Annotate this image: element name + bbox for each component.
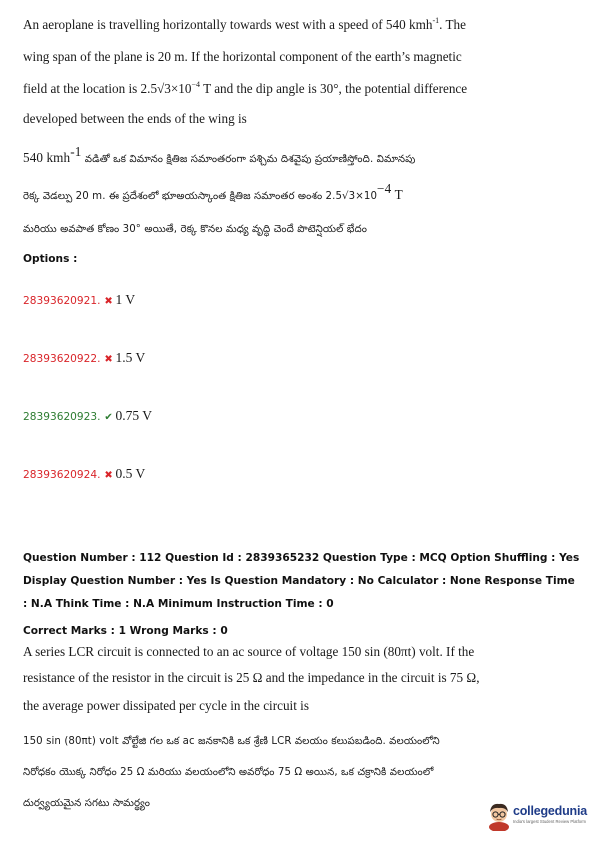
option-4-value: 0.5 V	[115, 466, 146, 481]
q1-en-line-1: An aeroplane is travelling horizontally towards west with a speed of 540 kmh$^{-1}$. The	[23, 16, 466, 32]
q2-te-line-1: 150 sin (80πt) volt వోల్టేజి గల ఒక ac జనకానికి ఒక శ్రేణి LCR వలయం కలుపబడింది. వలయంలోని	[23, 736, 440, 747]
option-2-id: 28393620922.	[23, 353, 101, 365]
student-avatar-icon	[487, 801, 511, 831]
option-3[interactable]	[23, 408, 152, 424]
q1-en-line-3: field at the location is $2.5√3\times 10^{-4}$ T and the dip angle is 30°, the potential difference	[23, 80, 468, 96]
cross-icon: ✖	[104, 296, 113, 307]
option-1-id: 28393620921.	[23, 295, 101, 307]
logo-name: collegedunia	[513, 804, 588, 818]
q1-te-line-2: రెక్క వెడల్పు 20 m. ఈ ప్రదేశంలో భూఅయస్కాంత క్షితిజ సమాంతర అంశం $2.5√3\times 10^{-4}$ T	[23, 181, 403, 202]
option-1[interactable]	[23, 292, 135, 308]
q2-meta-line-1: Question Number : 112 Question Id : 2839365232 Question Type : MCQ Option Shuffling : Yes	[23, 552, 580, 564]
q2-meta-line-2: Display Question Number : Yes Is Question Mandatory : No Calculator : None Response Time	[23, 575, 575, 587]
option-1-value: 1 V	[115, 292, 136, 307]
collegedunia-logo	[487, 801, 589, 833]
cross-icon: ✖	[104, 470, 113, 481]
option-4-id: 28393620924.	[23, 469, 101, 481]
option-4[interactable]	[23, 466, 145, 482]
q1-te-line-1: 540 kmh$^{-1}$ వడితో ఒక విమానం క్షితిజ సమాంతరంగా పశ్చిమ దిశవైపు ప్రయాణిస్తోంది. విమానపు	[23, 144, 416, 165]
option-3-value: 0.75 V	[115, 408, 153, 423]
option-3-id: 28393620923.	[23, 411, 101, 423]
options-label: Options :	[23, 253, 78, 265]
q2-te-line-2: నిరోధకం యొక్క నిరోధం 25 Ω మరియు వలయంలోని అవరోధం 75 Ω అయిన, ఒక చక్రానికి వలయంలో	[23, 767, 434, 778]
check-icon: ✔	[104, 412, 113, 423]
q2-te-line-3: దుర్వ్యయమైన సగటు సామర్థ్యం	[23, 798, 150, 809]
q2-en-line-3: the average power dissipated per cycle in the circuit is	[23, 698, 309, 713]
q2-marks: Correct Marks : 1 Wrong Marks : 0	[23, 625, 228, 637]
cross-icon: ✖	[104, 354, 113, 365]
option-2[interactable]	[23, 350, 145, 366]
q1-en-line-2: wing span of the plane is 20 m. If the horizontal component of the earth’s magnetic	[23, 49, 462, 64]
q2-meta-line-3: : N.A Think Time : N.A Minimum Instruction Time : 0	[23, 598, 334, 610]
q2-en-line-1: A series LCR circuit is connected to an ac source of voltage 150 sin (80πt) volt. If the	[23, 644, 475, 659]
logo-tagline: India's largest Student Review Platform	[513, 819, 586, 824]
q1-en-line-4: developed between the ends of the wing is	[23, 111, 247, 126]
option-2-value: 1.5 V	[115, 350, 146, 365]
q2-en-line-2: resistance of the resistor in the circuit is 25 Ω and the impedance in the circuit is 75 Ω,	[23, 670, 480, 685]
q1-te-line-3: మరియు అవపాత కోణం 30° అయితే, రెక్క కొనల మధ్య వృద్ధి చెందే పొటెన్షియల్ భేదం	[23, 224, 367, 235]
